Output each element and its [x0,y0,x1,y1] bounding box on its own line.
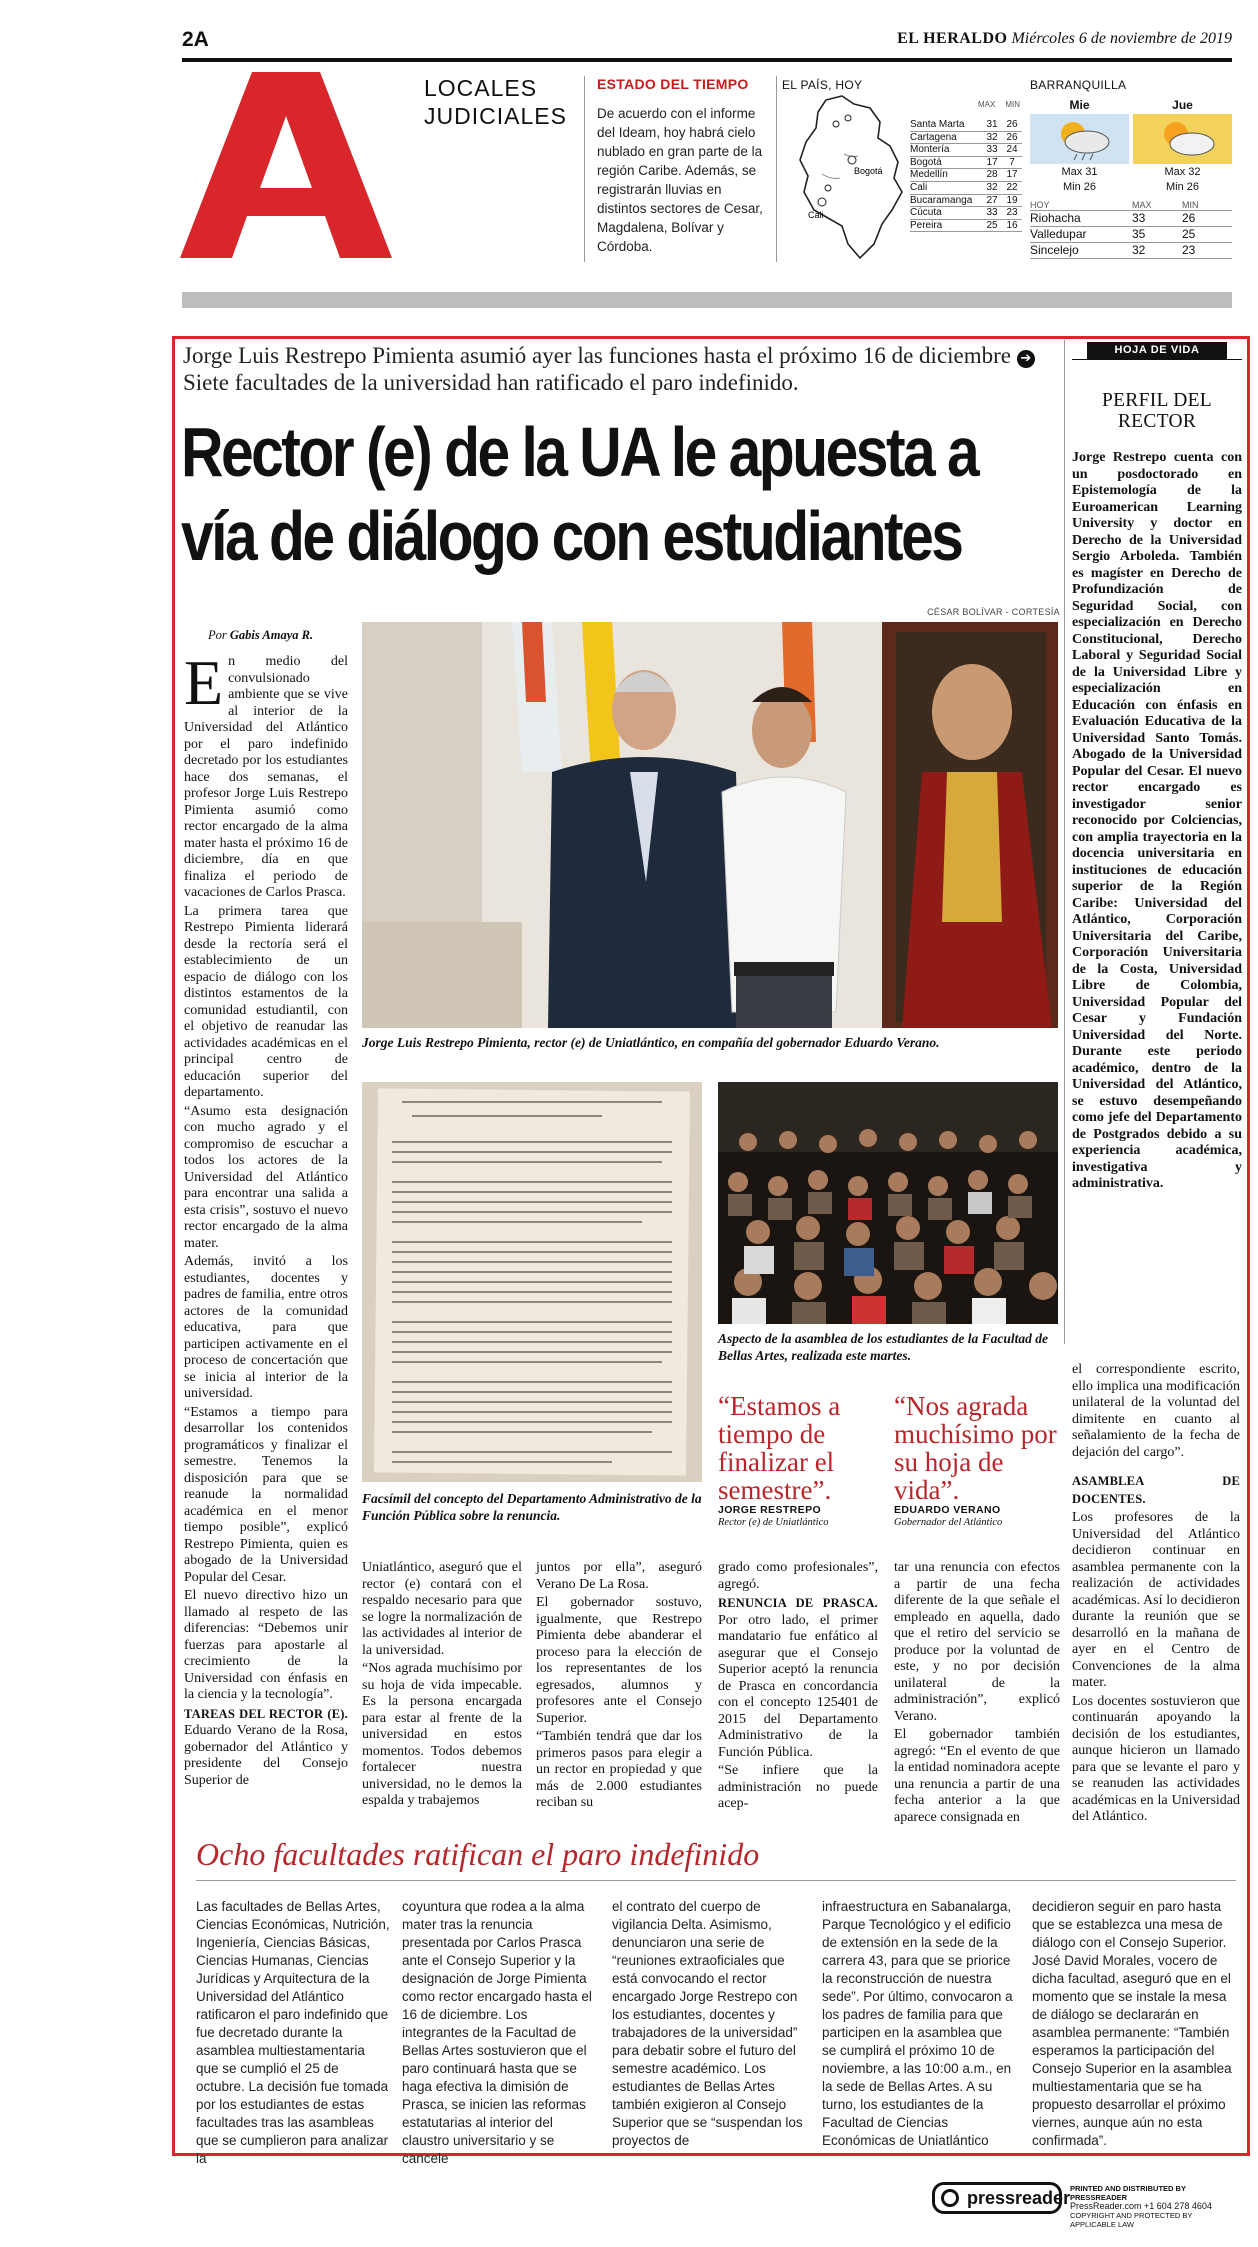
subhead: TAREAS DEL RECTOR (E). [184,1706,348,1721]
col-max: MAX [977,100,996,109]
colombia-map-icon [782,94,910,262]
pull-quote-attribution: JORGE RESTREPO Rector (e) de Uniatlántico [718,1504,829,1528]
weather-title: ESTADO DEL TIEMPO [597,76,749,92]
box-column: infraestructura en Sabanalarga, Parque Tecnológico y el edificio de extensión en la sede de la carrera 43, para que se priorice la reconstrucción de nuestra sede”. Por último, convocaron a los padres de familia para que participen en la asamblea que se cumplirá el próximo 10 de noviembre, a las 10:00 a.m., en la sede de Bellas Artes. A su turno, los estudiantes de la Facultad de Ciencias Económicas de Uniatlántico [822,1899,1013,2148]
box-rule [196,1880,1236,1881]
sidebar-body: Jorge Restrepo cuenta con un posdoctorado en Epistemología de la Euroamerican Learning University y doctor en Derecho de la Universidad Sergio Arboleda. También es magíster en Derecho de Profundización de Seguridad Social, con especialización en Derecho Constitucional, Derecho Laboral y Seguridad Social de la Universidad Libre y especialización en Educación con énfasis en Evaluación Educativa de la Universidad Santo Tomás. Abogado de la Universidad Popular del Cesar. El nuevo rector encargado es investigador senior reconocido por Colciencias, con amplia trayectoria en la docencia universitaria en instituciones de educación superior de la Región Caribe: Universidad del Atlántico, Corporación Universitaria del Caribe, Corporación Universitaria de la Costa, Universidad Libre de Colombia, Universidad Popular del Cesar y Fundación Universidad del Norte. Durante este periodo académico, dentro de la Universidad del Atlántico, se estuvo desempeñando como jefe del Departamento de Postgrados debido a su experiencia académica, investigativa y administrativa. [1072,450,1242,1191]
student-assembly-photo [718,1082,1058,1324]
article-column-5: tar una renuncia con efectos a partir de una fecha diferente de la que señale el empleado en aquella, dado que el retiro del servicio se produce por la voluntad de este, y no por decisión unilateral de la administración”, explicó Verano. El gobernador también agregó: “En el evento de que la entidad nominadora acepte una renuncia a partir de una fecha anterior a la que aparece consignada en [894,1560,1060,1825]
table-row: Bogotá 17 7 [910,157,1022,170]
box-column: coyuntura que rodea a la alma mater tras la renuncia presentada por Carlos Prasca ante el Consejo Superior y la designación de Jorge Pimienta como rector encargado hasta el 16 de diciembre. Los integrantes de la Facultad de Bellas Artes sostuvieron que el paro continuará hasta que se haga efectiva la dimisión de Prasca, se inicien las reformas estatutarias al interior del claustro universitario y se cancele [402,1899,592,2166]
pressreader-logo[interactable]: pressreader [932,2182,1062,2214]
article-column-6: el correspondiente escrito, ello implica una modificación unilateral de la voluntad del dimitente en cuanto al señalamiento de la fecha de dejación del cargo”. ASAMBLEA DE DOCENTES. Los profesores de la Universidad del Atlántico decidieron continuar en asamblea permanente con la realización de actividades académicas. Así lo decidieron durante la reunión que se desarrolló en la mañana de ayer en el Centro de Convenciones de la alma mater. Los docentes sostuvieron que continuarán apoyando la decisión de los estudiantes, aunque hicieron un llamado para que se levante el paro y se reanuden las actividades académicas en la Universidad del Atlántico. [1072,1362,1240,1824]
subhead: RENUNCIA DE PRASCA. [718,1596,878,1610]
section-subname: JUDICIALES [424,103,567,129]
main-photo [362,622,1058,1028]
map-label-cali: Cali [808,210,824,220]
newspaper-name: EL HERALDO [897,30,1008,47]
city-label: BARRANQUILLA [1030,78,1127,92]
barranquilla-weather [1030,78,1232,259]
map-label-bogota: Bogotá [854,166,883,176]
article-column-1: En medio del convulsionado ambiente que se vive al interior de la Universidad del Atlántico por el paro indefinido decretado por los estudiantes hace dos semanas, el profesor Jorge Luis Restrepo Pimienta asumió como rector encargado de la alma mater hasta el próximo 16 de diciembre, día en que finaliza el periodo de vacaciones de Carlos Prasca. La primera tarea que Restrepo Pimienta liderará desde la rectoría será el establecimiento de un espacio de diálogo con los distintos estamentos de la comunidad estudiantil, con el objetivo de reanudar las actividades académicas en el principal centro de educación superior del departamento. “Asumo esta designación con mucho agrado y el compromiso de escuchar a todos los actores de la Universidad del Atlántico para encontrar una salida a esta crisis”, sostuvo el nuevo rector encargado de la alma mater. Además, invitó a los estudiantes, docentes y padres de familia, entre otros actores de la comunidad educativa, para que participen activamente en el proceso de concertación que se inicia al interior de la universidad. “Estamos a tiempo para desarrollar los contenidos programáticos y finalizar el semestre. Tenemos la disposición para que se reanude la normalidad académica en el menor tiempo posible”, explicó Restrepo Pimienta, quien es abogado de la Universidad Popular del Cesar. El nuevo directivo hizo un llamado al respeto de las diferencias: “Debemos unir fuerzas para apostarle al crecimiento de la Universidad con énfasis en la ciencia y la tecnología”. TAREAS DEL RECTOR (E). Eduardo Verano de la Rosa, gobernador del Atlántico y presidente del Consejo Superior de [184,647,348,1788]
sun-cloud-icon [1133,114,1232,164]
article-column-2: Uniatlántico, aseguró que el rector (e) contará con el respaldo necesario para que se logre la normalización de las actividades al interior de la universidad. “Nos agrada muchísimo por su hoja de vida impecable. Es la persona encargada para estar al frente de la universidad en estos momentos. Todos debemos fortalecer nuestra universidad, no le demos la espalda y trabajemos [362,1560,522,1808]
header-rule [182,58,1232,62]
byline: Por Gabis Amaya R. [208,628,314,642]
box-column: el contrato del cuerpo de vigilancia Delta. Asimismo, denunciaron una serie de “reuniones extraoficiales que está convocando el rector encargado Jorge Restrepo con los estudiantes, docentes y trabajadores de la universidad” para debatir sobre el futuro del semestre académico. Los estudiantes de Bellas Artes también exigieron al Consejo Superior que se “suspendan los proyectos de [612,1899,803,2148]
pressreader-fineprint: PRINTED AND DISTRIBUTED BY PRESSREADER PressReader.com +1 604 278 4604 COPYRIGHT AND PROTECTED BY APPLICABLE LAW [1070,2184,1212,2229]
profile-sidebar [1072,342,1242,1193]
arrow-right-icon: ➔ [1017,350,1035,368]
subhead: ASAMBLEA DE DOCENTES. [1072,1474,1240,1506]
section-title [424,74,567,130]
sidebar-title: PERFIL DEL RECTOR [1101,390,1213,432]
section-letter-logo [180,72,392,258]
country-weather [782,78,1022,264]
col-min: MIN [1005,100,1020,109]
section-name: LOCALES [424,75,538,101]
document-facsimile-photo [362,1082,702,1482]
issue-date: Miércoles 6 de noviembre de 2019 [1011,30,1232,47]
page-header [182,28,1232,58]
cloud-rain-icon [1030,114,1129,164]
sidebar-tag: HOJA DE VIDA [1087,342,1227,359]
main-photo-caption: Jorge Luis Restrepo Pimienta, rector (e) de Uniatlántico, en compañía del gobernador Eduardo Verano. [362,1035,940,1050]
box-column: Las facultades de Bellas Artes, Ciencias Económicas, Nutrición, Ingeniería, Ciencias Básicas, Ciencias Humanas, Ciencias Jurídicas y Arquitectura de la Universidad del Atlántico ratificaron el paro indefinido que fue decretado durante la asamblea multiestamentaria que se cumplió el 25 de octubre. La decisión fue tomada por los estudiantes de estas facultades tras las asambleas que se cumplieron para analizar la [196,1899,390,2166]
forecast-day: Mie Max 31 Min 26 [1030,98,1129,194]
divider [1064,340,1065,1344]
article-column-3: juntos por ella”, aseguró Verano De La Rosa. El gobernador sostuvo, igualmente, que Restrepo Pimienta debe abanderar el proceso para la elección de los representantes de los egresados, alumnos y profesores ante el Consejo Superior. “También tendrá que dar los primeros pasos para elegir a un rector en propiedad y que más de 2.000 estudiantes reciban su [536,1560,702,1810]
table-row: Santa Marta 31 26 [910,119,1022,132]
table-row: Cúcuta 33 23 [910,207,1022,220]
weather-text: De acuerdo con el informe del Ideam, hoy habrá cielo nublado en gran parte de la región Caribe. Además, se registrarán lluvias en distintos sectores de Cesar, Magdalena, Bolívar y Córdoba. [597,106,763,254]
pressreader-logo-icon [941,2189,959,2207]
table-row: Pereira 25 16 [910,220,1022,233]
pull-quote: “Nos agrada muchísimo por su hoja de vida”. [894,1391,1057,1505]
facsimile-caption: Facsímil del concepto del Departamento Administrativo de la Función Pública sobre la renuncia. [362,1491,702,1523]
table-row: Montería 33 24 [910,144,1022,157]
table-row: Cartagena 32 26 [910,132,1022,145]
table-row: Sincelejo 32 23 [1030,243,1232,259]
table-row: Valledupar 35 25 [1030,227,1232,243]
forecast-day: Jue Max 32 Min 26 [1133,98,1232,194]
header-grey-bar [182,292,1232,308]
table-row: Cali 32 22 [910,182,1022,195]
pull-quote-attribution: EDUARDO VERANO Gobernador del Atlántico [894,1504,1003,1528]
story-kicker: Jorge Luis Restrepo Pimienta asumió ayer las funciones hasta el próximo 16 de diciembre ➔ Siete facultades de la universidad han ratificado el paro indefinido. [183,342,1063,396]
masthead [897,30,1232,48]
page-number: 2A [182,28,209,51]
story-headline: Rector (e) de la UA le apuesta a vía de diálogo con estudiantes [181,413,978,575]
country-label: EL PAÍS, HOY [782,78,863,92]
sidebar-rule [1072,359,1242,360]
article-column-4: grado como profesionales”, agregó. RENUNCIA DE PRASCA. Por otro lado, el primer mandatario fue enfático al asegurar que el Consejo Superior aceptó la renuncia de Prasca en concordancia con el concepto 125401 de 2015 del Departamento Administrativo de la Función Pública. “Se infiere que la administración no puede acep- [718,1560,878,1811]
regional-city-table: HOY MAX MIN Riohacha 33 26 Valledupar 35 25 Sincelejo 32 23 [1030,200,1232,259]
pull-quote: “Estamos a tiempo de finalizar el semestre”. [718,1391,841,1505]
table-row: Bucaramanga 27 19 [910,195,1022,208]
box-headline: Ocho facultades ratifican el paro indefinido [196,1836,760,1872]
divider [584,76,585,262]
box-column: decidieron seguir en paro hasta que se establezca una mesa de diálogo con el Consejo Superior. José David Morales, vocero de dicha facultad, aseguró que en el momento que se instale la mesa de diálogo se declararán en asamblea permanente: “También esperamos la participación del Consejo Superior en la asamblea multiestamentaria que se ha propuesto desarrollar el próximo viernes, aunque aún no esta confirmada”. [1032,1899,1232,2148]
assembly-caption: Aspecto de la asamblea de los estudiantes de la Facultad de Bellas Artes, realizada este martes. [718,1331,1048,1363]
drop-cap: E [184,647,224,718]
photo-credit: CÉSAR BOLÍVAR - CORTESÍA [927,607,1060,617]
country-city-table [910,100,1022,232]
table-row: Medellín 28 17 [910,169,1022,182]
table-row: Riohacha 33 26 [1030,211,1232,227]
pressreader-footer [932,2178,1232,2229]
weather-box [597,76,769,256]
divider [776,76,777,262]
